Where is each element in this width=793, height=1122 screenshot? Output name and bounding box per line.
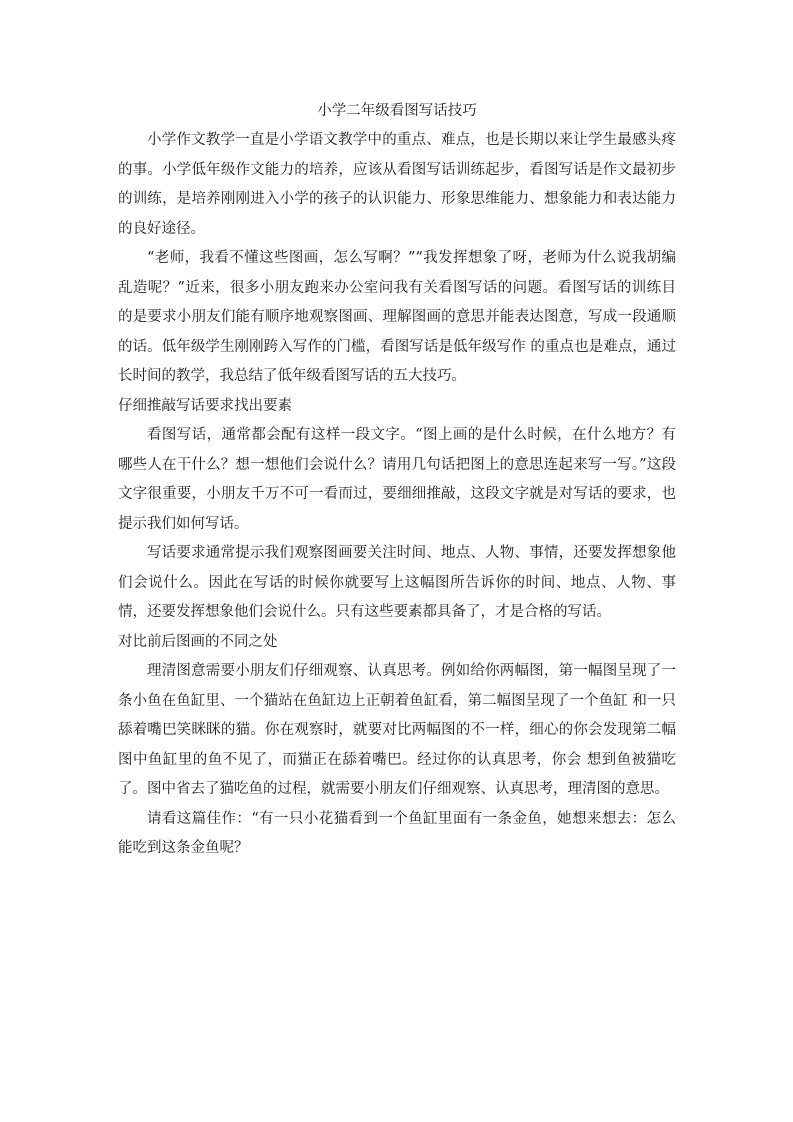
paragraph-requirements-text: 看图写话，通常都会配有这样一段文字。“图上画的是什么时候，在什么地方？有哪些人在干什么？想一想他们会说什么？请用几句话把图上的意思连起来写一写。”这段文字很重要，小朋友千万不可一看而过，要细细推敲，这段文字就是对写话的要求，也提示我们如何写话。 [118,427,676,532]
paragraph-requirements-elements: 写话要求通常提示我们观察图画要关注时间、地点、人物、事情，还要发挥想象他们会说什么。因此在写话的时候你就要写上这幅图所告诉你的时间、地点、人物、事情，还要发挥想象他们会说什么。只有这些要素都具备了，才是合格的写话。 [118,545,676,620]
paragraph-compare-example: 理清图意需要小朋友们仔细观察、认真思考。例如给你两幅图，第一幅图呈现了一条小鱼在鱼缸里、一个猫站在鱼缸边上正朝着鱼缸看，第二幅图呈现了一个鱼缸 和一只舔着嘴巴笑眯眯的猫。你在观察时，就要对比两幅图的不一样，细心的你会发现第二幅图中鱼缸里的鱼不见了，而猫正在舔着嘴巴。经过你的认真思考，你会 想到鱼被猫吃了。图中省去了猫吃鱼的过程，就需要小朋友们仔细观察、认真思考，理清图的意思。 [118,663,676,797]
paragraph-teacher-questions: “老师，我看不懂这些图画，怎么写啊？”“我发挥想象了呀，老师为什么说我胡编乱造呢？”近来，很多小朋友跑来办公室问我有关看图写话的问题。看图写话的训练目的是要求小朋友们能有顺序地观察图画、理解图画的意思并能表达图意，写成一段通顺的话。低年级学生刚刚跨入写作的门槛，看图写话是低年级写作 的重点也是难点，通过长时间的教学，我总结了低年级看图写话的五大技巧。 [118,250,676,384]
section-heading-requirements: 仔细推敲写话要求找出要素 [118,397,292,414]
section-heading-compare: 对比前后图画的不同之处 [118,633,278,650]
document-title: 小学二年级看图写话技巧 [317,103,477,119]
paragraph-intro: 小学作文教学一直是小学语文教学中的重点、难点，也是长期以来让学生最感头疼的事。小学低年级作文能力的培养，应该从看图写话训练起步，看图写话是作文最初步的训练，是培养刚刚进入小学的孩子的认识能力、形象思维能力、想象能力和表达能力的良好途径。 [118,132,676,237]
document-body [118,98,676,864]
paragraph-sample-essay: 请看这篇佳作：“有一只小花猫看到一个鱼缸里面有一条金鱼，她想来想去：怎么能吃到这条金鱼呢？ [118,810,676,856]
